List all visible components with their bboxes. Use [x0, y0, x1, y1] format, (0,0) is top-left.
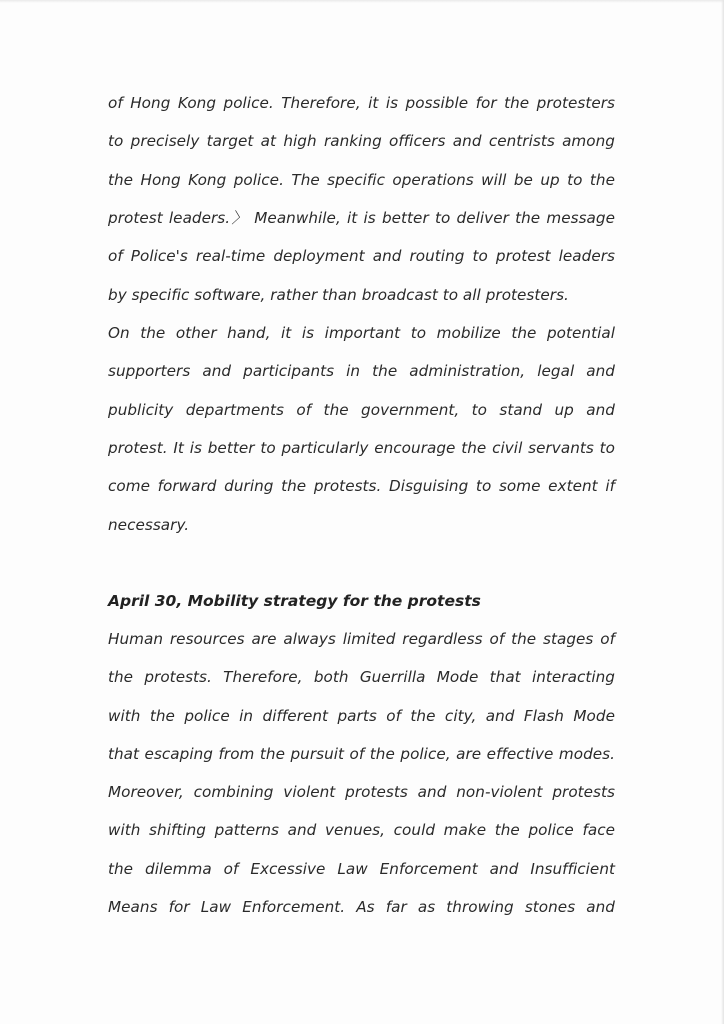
body-line: come forward during the protests. Disguising to some extent if: [108, 477, 615, 495]
body-line: the protests. Therefore, both Guerrilla Mode that interacting: [108, 668, 615, 686]
body-line: protest. It is better to particularly encourage the civil servants to: [108, 439, 615, 457]
body-line: of Police's real-time deployment and routing to protest leaders: [108, 247, 615, 265]
body-line: the Hong Kong police. The specific operations will be up to the: [108, 171, 615, 189]
section-heading: April 30, Mobility strategy for the protests: [108, 592, 481, 610]
body-line: Moreover, combining violent protests and non-violent protests: [108, 783, 615, 801]
scan-top-edge: [0, 0, 724, 3]
body-line: supporters and participants in the administration, legal and: [108, 362, 615, 380]
body-line: with the police in different parts of the city, and Flash Mode: [108, 707, 615, 725]
body-line: Human resources are always limited regardless of the stages of: [108, 630, 615, 648]
body-line: to precisely target at high ranking officers and centrists among: [108, 132, 615, 150]
body-line: necessary.: [108, 516, 190, 534]
body-line: that escaping from the pursuit of the police, are effective modes.: [108, 745, 615, 763]
body-line: by specific software, rather than broadcast to all protesters.: [108, 286, 569, 304]
body-line: Means for Law Enforcement. As far as throwing stones and: [108, 898, 615, 916]
body-line: publicity departments of the government, to stand up and: [108, 401, 615, 419]
body-line: of Hong Kong police. Therefore, it is possible for the protesters: [108, 94, 615, 112]
body-line: protest leaders.〉 Meanwhile, it is better to deliver the message: [108, 209, 615, 227]
body-line: the dilemma of Excessive Law Enforcement and Insufficient: [108, 860, 615, 878]
body-line: with shifting patterns and venues, could make the police face: [108, 821, 615, 839]
body-line: On the other hand, it is important to mobilize the potential: [108, 324, 615, 342]
